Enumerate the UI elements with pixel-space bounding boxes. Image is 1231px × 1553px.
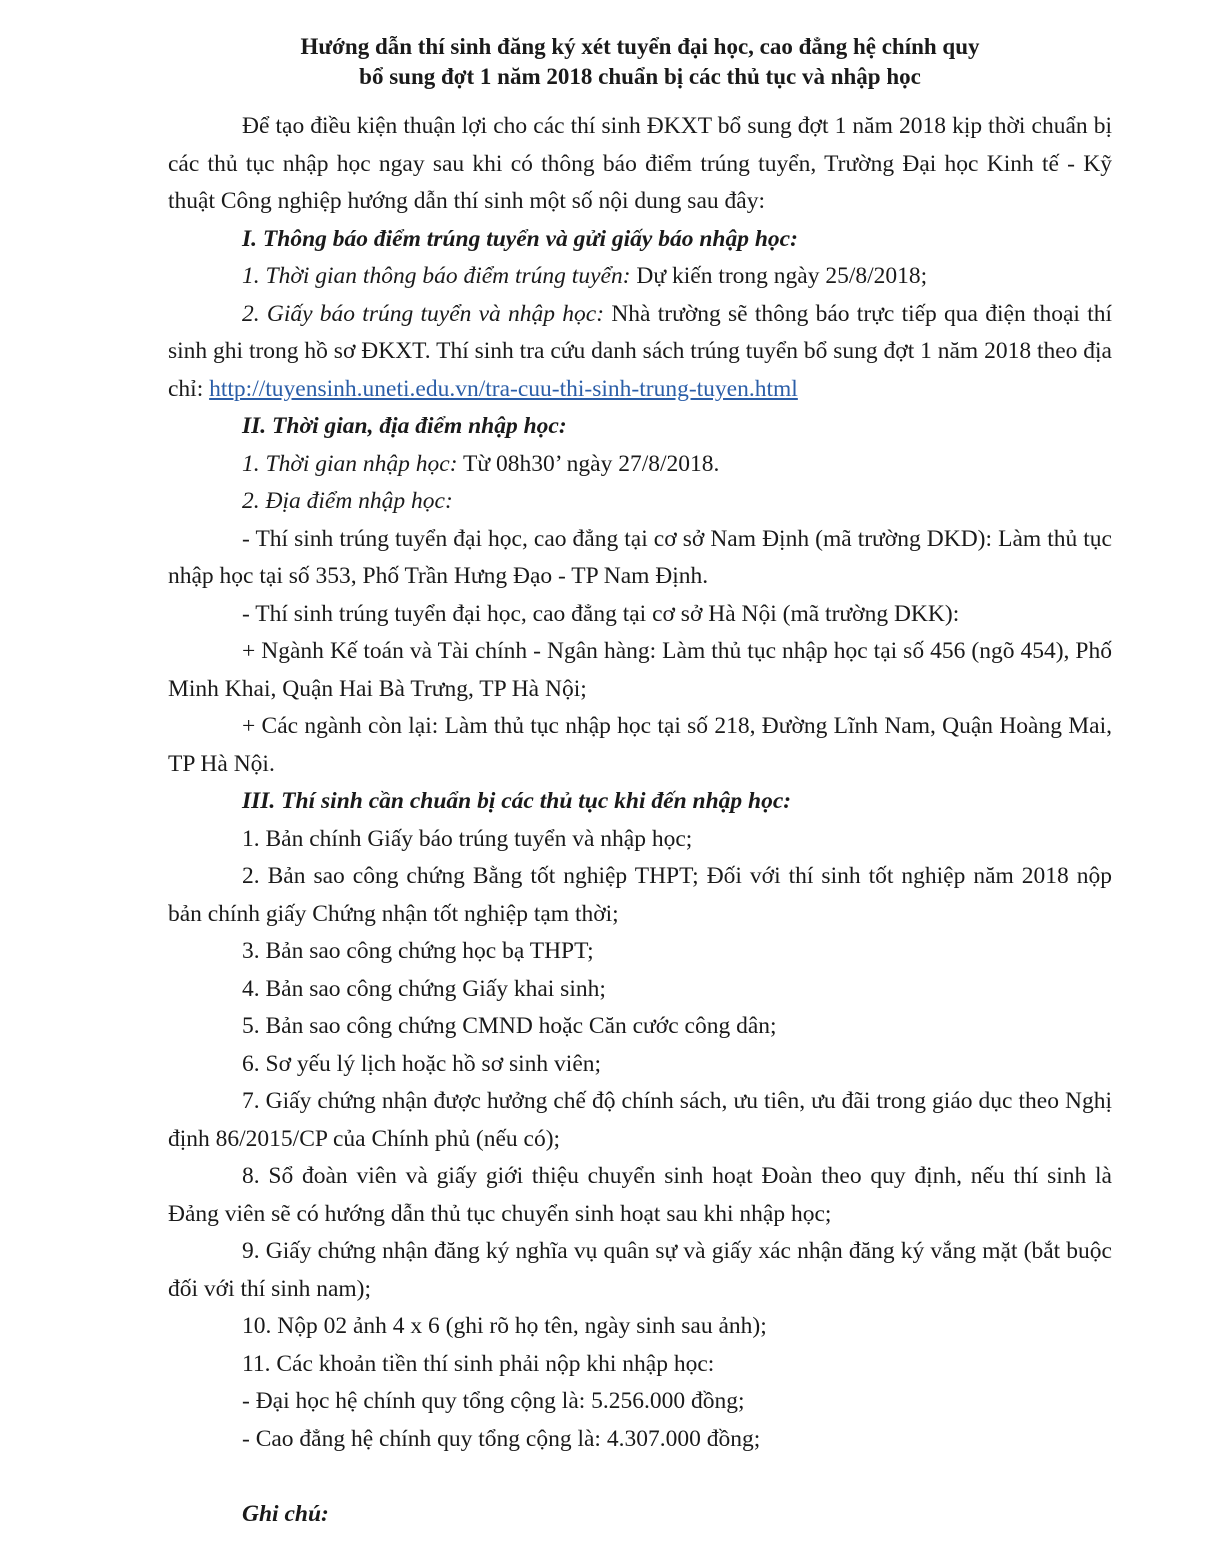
list-item: 4. Bản sao công chứng Giấy khai sinh; [242,975,606,1002]
section-1-item-1 [168,258,1112,296]
section-1-item-2-label: 2. Giấy báo trúng tuyển và nhập học: [242,300,605,327]
list-item: 11. Các khoản tiền thí sinh phải nộp khi nhập học: [242,1350,715,1377]
section-1-item-1-label: 1. Thời gian thông báo điểm trúng tuyển: [242,263,631,289]
section-2-item-2-label: 2. Địa điểm nhập học: [242,488,453,514]
section-1-heading: I. Thông báo điểm trúng tuyển và gửi giấy báo nhập học: [242,225,798,252]
spacer [168,1458,1112,1496]
intro-paragraph: Để tạo điều kiện thuận lợi cho các thí sinh ĐKXT bổ sung đợt 1 năm 2018 kịp thời chuẩn bị các thủ tục nhập học ngay sau khi có thông báo điểm trúng tuyển, Trường Đại học Kinh tế - Kỹ thuật Công nghiệp hướng dẫn thí sinh một số nội dung sau đây: [168,113,1112,214]
list-item: 5. Bản sao công chứng CMND hoặc Căn cước công dân; [242,1013,777,1039]
note-heading: Ghi chú: [242,1501,329,1527]
fee-university: - Đại học hệ chính quy tổng cộng là: 5.256.000 đồng; [242,1388,745,1414]
fee-college: - Cao đẳng hệ chính quy tổng cộng là: 4.307.000 đồng; [242,1425,761,1452]
section-1-item-1-text: Dự kiến trong ngày 25/8/2018; [630,263,928,289]
section-2-item-1-label: 1. Thời gian nhập học: [242,450,458,477]
section-2-heading: II. Thời gian, địa điểm nhập học: [242,413,567,439]
section-1-item-2 [168,296,1112,409]
nam-dinh-location: - Thí sinh trúng tuyển đại học, cao đẳng tại cơ sở Nam Định (mã trường DKD): Làm thủ tục nhập học tại số 353, Phố Trần Hưng Đạo - TP Nam Định. [168,525,1112,589]
lookup-link[interactable]: http://tuyensinh.uneti.edu.vn/tra-cuu-thi-sinh-trung-tuyen.html [209,375,798,402]
ha-noi-location: - Thí sinh trúng tuyển đại học, cao đẳng tại cơ sở Hà Nội (mã trường DKK): [242,600,960,627]
list-item: 6. Sơ yếu lý lịch hoặc hồ sơ sinh viên; [242,1050,602,1077]
document-title [168,32,1112,92]
section-3-heading: III. Thí sinh cần chuẩn bị các thủ tục khi đến nhập học: [242,788,792,814]
ha-noi-location-a: + Ngành Kế toán và Tài chính - Ngân hàng: Làm thủ tục nhập học tại số 456 (ngõ 454), Phố Minh Khai, Quận Hai Bà Trưng, TP Hà Nội; [168,638,1112,702]
title-line-1: Hướng dẫn thí sinh đăng ký xét tuyển đại học, cao đẳng hệ chính quy [300,34,980,59]
list-item: 7. Giấy chứng nhận được hưởng chế độ chính sách, ưu tiên, ưu đãi trong giáo dục theo Nghị định 86/2015/CP của Chính phủ (nếu có); [168,1088,1112,1152]
list-item: 2. Bản sao công chứng Bằng tốt nghiệp THPT; Đối với thí sinh tốt nghiệp năm 2018 nộp bản chính giấy Chứng nhận tốt nghiệp tạm thời; [168,863,1112,927]
section-1-item-2-text: Nhà trường sẽ thông báo trực tiếp qua điện thoại thí sinh ghi trong hồ sơ ĐKXT. Thí sinh tra cứu danh sách trúng tuyển bổ sung đợt 1 năm 2018 theo địa chỉ: [168,300,1112,402]
title-line-2: bổ sung đợt 1 năm 2018 chuẩn bị các thủ tục và nhập học [359,64,921,89]
section-2-item-1-text: Từ 08h30’ ngày 27/8/2018. [457,450,720,477]
list-item: 10. Nộp 02 ảnh 4 x 6 (ghi rõ họ tên, ngày sinh sau ảnh); [242,1313,767,1339]
list-item: 3. Bản sao công chứng học bạ THPT; [242,938,594,964]
ha-noi-location-b: + Các ngành còn lại: Làm thủ tục nhập học tại số 218, Đường Lĩnh Nam, Quận Hoàng Mai, TP Hà Nội. [168,713,1112,777]
list-item: 8. Sổ đoàn viên và giấy giới thiệu chuyển sinh hoạt Đoàn theo quy định, nếu thí sinh là Đảng viên sẽ có hướng dẫn thủ tục chuyển sinh hoạt sau khi nhập học; [168,1163,1112,1227]
section-2-item-1 [168,446,1112,484]
list-item: 9. Giấy chứng nhận đăng ký nghĩa vụ quân sự và giấy xác nhận đăng ký vắng mặt (bắt buộc đối với thí sinh nam); [168,1238,1112,1302]
document-page [168,32,1112,1534]
list-item: 1. Bản chính Giấy báo trúng tuyển và nhập học; [242,825,693,852]
